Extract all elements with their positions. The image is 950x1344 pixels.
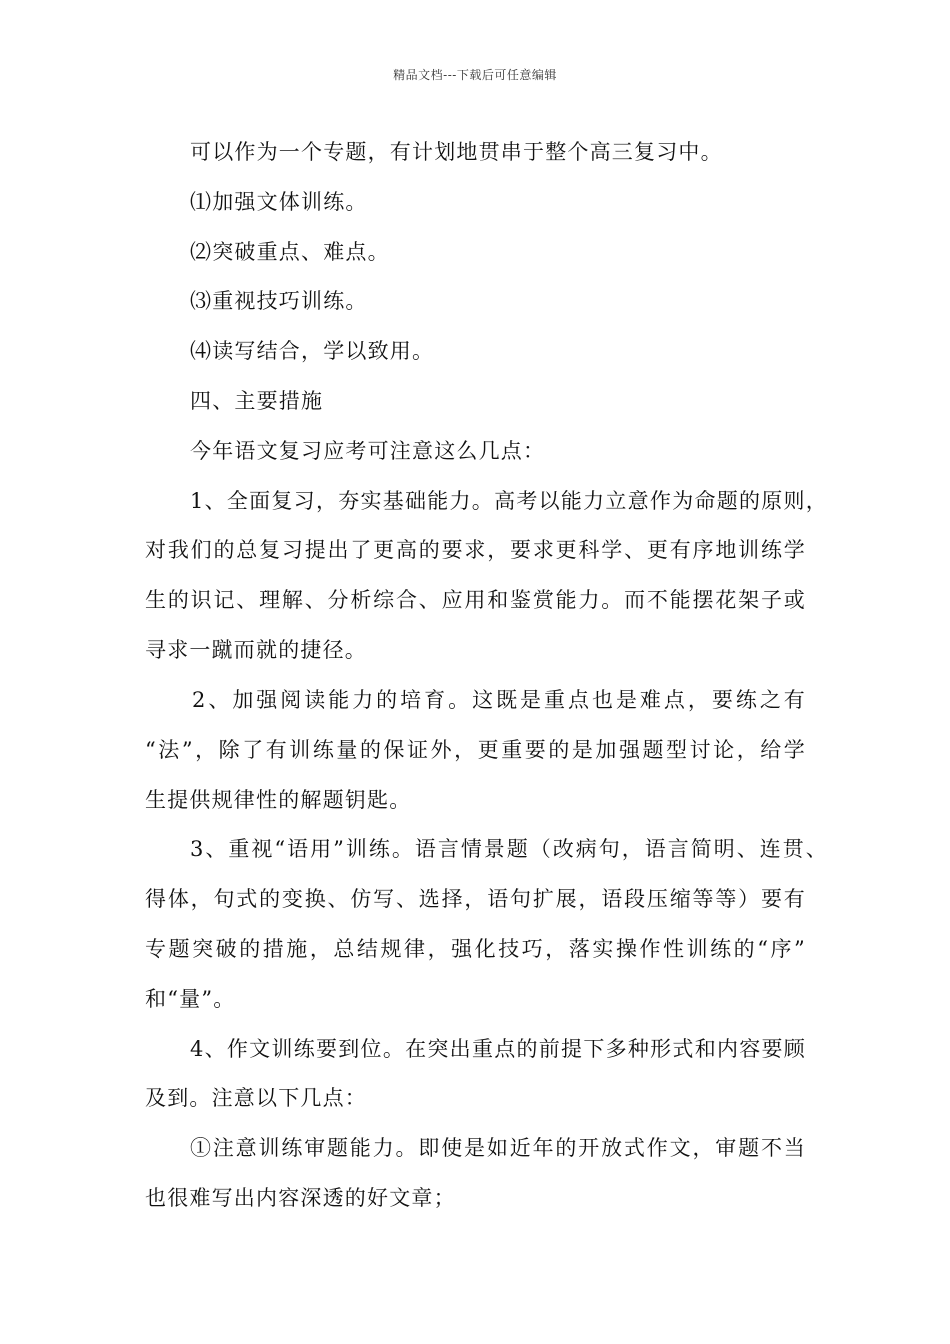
paragraph-line: 也很难写出内容深透的好文章；: [145, 1186, 456, 1210]
paragraph-line: 4、作文训练要到位。在突出重点的前提下多种形式和内容要顾: [190, 1037, 806, 1061]
paragraph-line: 可以作为一个专题，有计划地贯串于整个高三复习中。: [190, 140, 723, 164]
paragraph-line: 3、重视“语用”训练。语言情景题（改病句，语言简明、连贯、: [190, 837, 828, 861]
paragraph-line: ①注意训练审题能力。即使是如近年的开放式作文，审题不当: [190, 1136, 806, 1160]
paragraph-line: “法”，除了有训练量的保证外，更重要的是加强题型讨论，给学: [145, 738, 806, 762]
page-header: 精品文档---下载后可任意编辑: [393, 68, 557, 82]
paragraph-line: 生提供规律性的解题钥匙。: [145, 788, 412, 812]
list-item: ⑴加强文体训练。: [190, 190, 368, 214]
paragraph-line: 2、加强阅读能力的培育。这既是重点也是难点，要练之有: [192, 688, 806, 712]
list-item: ⑷读写结合，学以致用。: [190, 339, 435, 363]
paragraph-line: 及到。注意以下几点：: [145, 1086, 367, 1110]
paragraph-line: 和“量”。: [145, 987, 236, 1011]
paragraph-line: 今年语文复习应考可注意这么几点：: [190, 439, 546, 463]
paragraph-line: 对我们的总复习提出了更高的要求，要求更科学、更有序地训练学: [145, 538, 806, 562]
paragraph-line: 寻求一蹴而就的捷径。: [145, 638, 367, 662]
section-heading: 四、主要措施: [190, 389, 324, 413]
paragraph-line: 专题突破的措施，总结规律，强化技巧，落实操作性训练的“序”: [145, 937, 806, 961]
list-item: ⑶重视技巧训练。: [190, 289, 368, 313]
paragraph-line: 生的识记、理解、分析综合、应用和鉴赏能力。而不能摆花架子或: [145, 588, 806, 612]
paragraph-line: 得体，句式的变换、仿写、选择，语句扩展，语段压缩等等）要有: [145, 887, 806, 911]
list-item: ⑵突破重点、难点。: [190, 240, 390, 264]
paragraph-line: 1、全面复习，夯实基础能力。高考以能力立意作为命题的原则，: [190, 489, 828, 513]
